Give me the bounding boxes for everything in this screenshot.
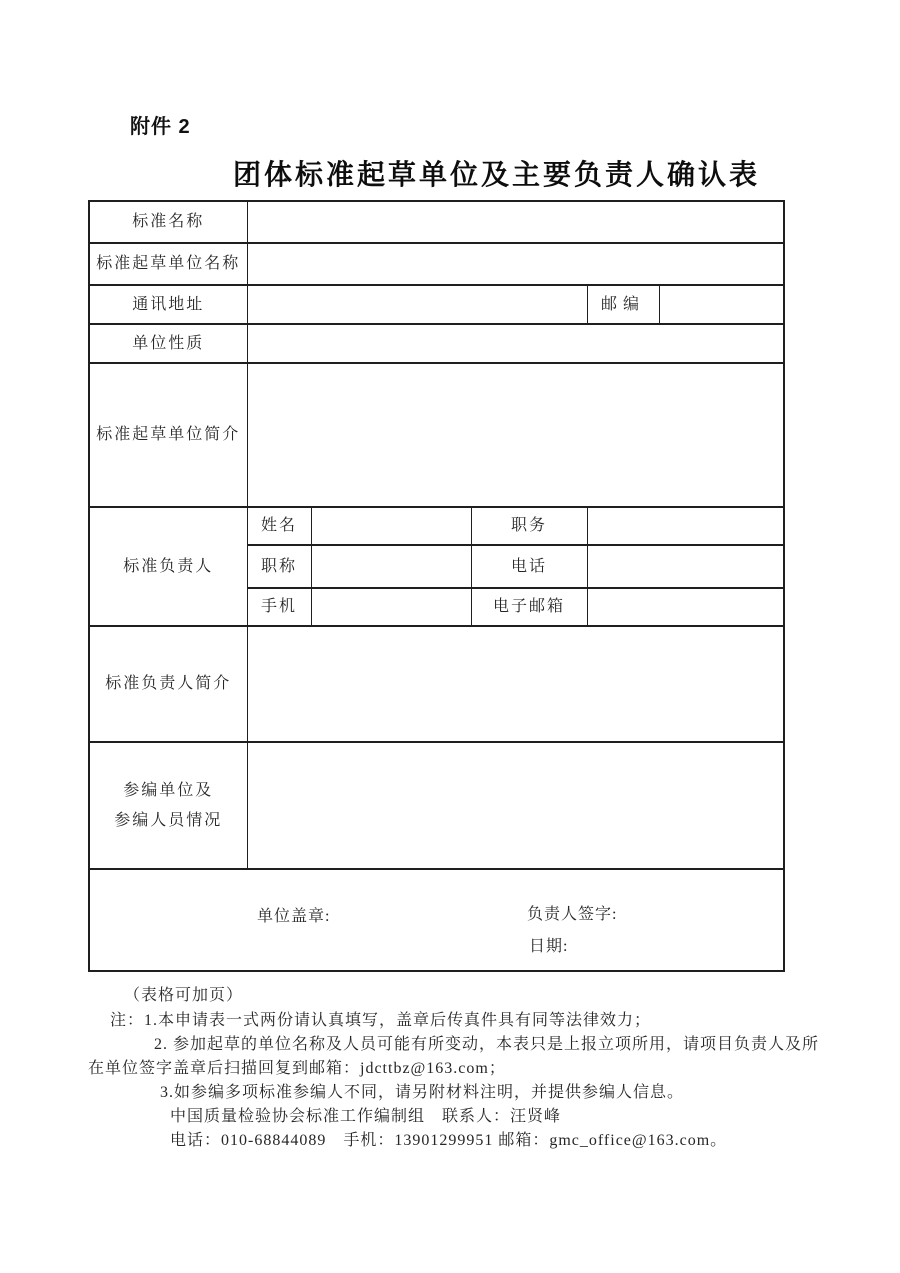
email-value-cell <box>587 588 784 626</box>
note-line-5: 中国质量检验协会标准工作编制组 联系人：汪贤峰 <box>170 1108 562 1125</box>
standard-name-label: 标准名称 <box>89 201 247 243</box>
participants-value-cell <box>247 742 784 869</box>
unit-seal-label: 单位盖章: <box>257 908 331 925</box>
leader-intro-label: 标准负责人简介 <box>89 626 247 742</box>
note-line-6: 电话：010-68844089 手机：13901299951 邮箱：gmc_office@163.com。 <box>170 1132 728 1149</box>
participants-label <box>89 742 247 869</box>
standard-name-value-cell <box>247 201 784 243</box>
drafting-unit-name-value-cell <box>247 243 784 285</box>
row-unit-intro <box>89 363 784 507</box>
note-line-2: 2. 参加起草的单位名称及人员可能有所变动，本表只是上报立项所用，请项目负责人及所 <box>154 1036 820 1053</box>
email-label: 电子邮箱 <box>471 588 587 626</box>
page-add-note: （表格可加页） <box>124 987 244 1004</box>
leader-signature-label: 负责人签字: <box>527 906 618 923</box>
leader-intro-value-cell <box>247 626 784 742</box>
row-signature <box>89 869 784 971</box>
row-standard-name <box>89 201 784 243</box>
row-participants <box>89 742 784 869</box>
postcode-value-cell <box>659 285 784 324</box>
page-title: 团体标准起草单位及主要负责人确认表 <box>233 159 761 190</box>
name-label: 姓名 <box>247 507 311 545</box>
row-unit-nature <box>89 324 784 363</box>
row-leader-intro <box>89 626 784 742</box>
row-drafting-unit-name <box>89 243 784 285</box>
phone-label: 电话 <box>471 545 587 588</box>
signature-cell <box>89 869 784 971</box>
name-value-cell <box>311 507 471 545</box>
attachment-label: 附件 2 <box>130 116 191 138</box>
title-label: 职称 <box>247 545 311 588</box>
participants-label-line1: 参编单位及 <box>123 781 214 799</box>
position-label: 职务 <box>471 507 587 545</box>
date-label: 日期: <box>529 938 569 955</box>
note-line-3: 在单位签字盖章后扫描回复到邮箱：jdcttbz@163.com； <box>88 1060 506 1077</box>
row-address <box>89 285 784 324</box>
row-leader-name <box>89 507 784 545</box>
note-line-1: 注：1.本申请表一式两份请认真填写，盖章后传真件具有同等法律效力； <box>110 1012 652 1029</box>
title-value-cell <box>311 545 471 588</box>
address-value-cell <box>247 285 587 324</box>
unit-nature-value-cell <box>247 324 784 363</box>
leader-label: 标准负责人 <box>89 507 247 626</box>
address-label: 通讯地址 <box>89 285 247 324</box>
unit-intro-value-cell <box>247 363 784 507</box>
phone-value-cell <box>587 545 784 588</box>
drafting-unit-name-label: 标准起草单位名称 <box>89 243 247 285</box>
postcode-label: 邮编 <box>587 285 659 324</box>
note-line-4: 3.如参编多项标准参编人不同，请另附材料注明，并提供参编人信息。 <box>160 1084 685 1101</box>
unit-intro-label: 标准起草单位简介 <box>89 363 247 507</box>
unit-nature-label: 单位性质 <box>89 324 247 363</box>
position-value-cell <box>587 507 784 545</box>
confirmation-form-table <box>88 200 785 972</box>
mobile-label: 手机 <box>247 588 311 626</box>
mobile-value-cell <box>311 588 471 626</box>
participants-label-line2: 参编人员情况 <box>114 811 223 829</box>
